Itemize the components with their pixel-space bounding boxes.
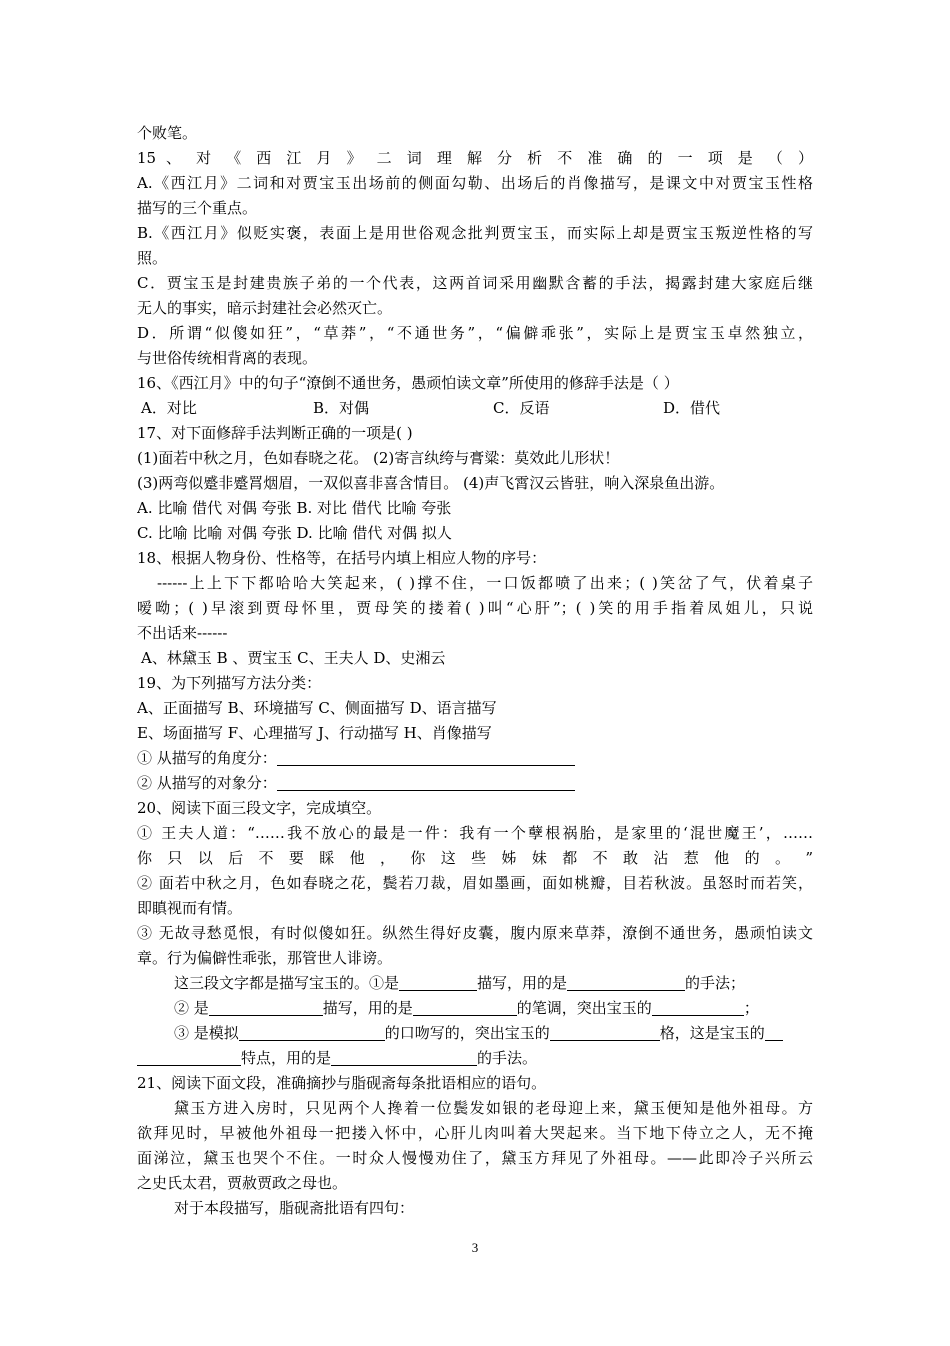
question-16-stem: 16、《西江月》中的句子“潦倒不通世务，愚顽怕读文章”所使用的修辞手法是（ ）: [137, 374, 679, 392]
q15-option-c: C．贾宝玉是封建贵族子弟的一个代表，这两首词采用幽默含蓄的手法，揭露封建大家庭后继: [137, 274, 813, 292]
q16-options: [137, 396, 813, 421]
fill-line-3: [137, 1021, 813, 1046]
text-line: 你 只 以 后 不 要 睬 他 ， 你 这 些 姊 妹 都 不 敢 沾 惹 他 的 。 ”: [137, 849, 813, 867]
q16-option: B．对偶: [313, 399, 370, 417]
text-line: A、正面描写 B、环境描写 C、侧面描写 D、语言描写: [137, 699, 497, 717]
answer-blank[interactable]: [399, 973, 477, 991]
text-label: ② 是: [174, 999, 209, 1017]
q16-option: C．反语: [493, 399, 550, 417]
q19-blank-line: [137, 771, 813, 796]
text-line: 即瞋视而有情。: [137, 899, 243, 917]
text-label: 格，这是宝玉的: [659, 1024, 765, 1042]
text-label: ③ 是模拟: [174, 1024, 239, 1042]
text-line: 个败笔。: [137, 124, 198, 142]
text-line: 照。: [137, 249, 168, 267]
q16-option: A．对比: [141, 399, 197, 417]
text-label: ；: [743, 999, 759, 1017]
answer-blank[interactable]: [567, 973, 685, 991]
answer-blank[interactable]: [277, 748, 575, 766]
text-line: 对于本段描写，脂砚斋批语有四句：: [174, 1199, 415, 1217]
answer-blank[interactable]: [765, 1023, 783, 1041]
q17-options-ab: A. 比喻 借代 对偶 夸张 B. 对比 借代 比喻 夸张: [137, 499, 452, 517]
text-label: 的笔调，突出宝玉的: [516, 999, 652, 1017]
question-20-stem: 20、阅读下面三段文字，完成填空。: [137, 799, 382, 817]
text-line: ② 面若中秋之月，色如春晓之花，鬓若刀裁，眉如墨画，面如桃瓣，目若秋波。虽怒时而若笑，: [137, 874, 813, 892]
question-18-stem: 18、根据人物身份、性格等，在括号内填上相应人物的序号：: [137, 549, 547, 567]
text-line: ③ 无故寻愁觅恨，有时似傻如狂。纵然生得好皮囊，腹内原来草莽，潦倒不通世务，愚顽怕读文: [137, 924, 813, 942]
page-content: [137, 121, 813, 1221]
answer-blank[interactable]: [209, 998, 323, 1016]
text-label: 的手法；: [685, 974, 746, 992]
text-line: 与世俗传统相背离的表现。: [137, 349, 318, 367]
text-label: ② 从描写的对象分：: [137, 774, 277, 792]
text-label: 的口吻写的，突出宝玉的: [384, 1024, 550, 1042]
text-line: ------上上下下都哈哈大笑起来，( )撑不住，一口饭都喷了出来；( )笑岔了气，伏着桌子: [157, 574, 813, 592]
text-line: 描写的三个重点。: [137, 199, 258, 217]
question-15-stem: 15 、 对 《 西 江 月 》 二 词 理 解 分 析 不 准 确 的 一 项 是 （ ）: [137, 149, 813, 167]
text-line: 嗳呦；( )早滚到贾母怀里，贾母笑的搂着( )叫“心肝”；( )笑的用手指着凤姐儿，只说: [137, 599, 813, 617]
answer-blank[interactable]: [331, 1048, 477, 1066]
answer-blank[interactable]: [550, 1023, 660, 1041]
q19-blank-line: [137, 746, 813, 771]
text-line: 不出话来------: [137, 624, 228, 642]
text-line: 章。行为偏僻性乖张，那管世人诽谤。: [137, 949, 393, 967]
fill-line-1: [137, 971, 813, 996]
answer-blank[interactable]: [239, 1023, 385, 1041]
text-line: (3)两弯似蹙非蹙罥烟眉，一双似喜非喜含情目。 (4)声飞霄汉云皆驻，响入深泉鱼出游。: [137, 474, 725, 492]
fill-line-4: [137, 1046, 813, 1071]
text-label: 特点，用的是: [241, 1049, 332, 1067]
answer-blank[interactable]: [277, 773, 575, 791]
text-label: 这三段文字都是描写宝玉的。①是: [174, 974, 400, 992]
q18-options: A、林黛玉 B 、贾宝玉 C、王夫人 D、史湘云: [141, 649, 446, 667]
page-number: 3: [471, 1240, 479, 1255]
answer-blank[interactable]: [413, 998, 517, 1016]
text-line: (1)面若中秋之月，色如春晓之花。 (2)寄言纨绔与膏粱：莫效此儿形状！: [137, 449, 620, 467]
text-line: 欲拜见时，早被他外祖母一把搂入怀中，心肝儿肉叫着大哭起来。当下地下侍立之人，无不掩: [137, 1124, 813, 1142]
answer-blank[interactable]: [652, 998, 744, 1016]
text-line: ① 王夫人道：“……我不放心的最是一件：我有一个孽根祸胎，是家里的‘混世魔王’，……: [137, 824, 813, 842]
text-line: 无人的事实，暗示封建社会必然灭亡。: [137, 299, 393, 317]
text-label: 描写，用的是: [322, 999, 413, 1017]
q17-options-cd: C. 比喻 比喻 对偶 夸张 D. 比喻 借代 对偶 拟人: [137, 524, 452, 542]
q15-option-a: A.《西江月》二词和对贾宝玉出场前的侧面勾勒、出场后的肖像描写，是课文中对贾宝玉性格: [137, 174, 813, 192]
text-line: 之史氏太君，贾赦贾政之母也。: [137, 1174, 348, 1192]
text-label: 描写，用的是: [477, 974, 568, 992]
answer-blank[interactable]: [137, 1048, 241, 1066]
question-21-stem: 21、阅读下面文段，准确摘抄与脂砚斋每条批语相应的语句。: [137, 1074, 547, 1092]
text-label: 的手法。: [477, 1049, 538, 1067]
text-line: 黛玉方进入房时，只见两个人搀着一位鬓发如银的老母迎上来，黛玉便知是他外祖母。方: [174, 1099, 813, 1117]
text-line: 面涕泣，黛玉也哭个不住。一时众人慢慢劝住了，黛玉方拜见了外祖母。——此即冷子兴所云: [137, 1149, 813, 1167]
q15-option-d: D．所谓“似傻如狂”，“草莽”，“不通世务”，“偏僻乖张”，实际上是贾宝玉卓然独立，: [137, 324, 813, 342]
question-19-stem: 19、为下列描写方法分类：: [137, 674, 322, 692]
q15-option-b: B.《西江月》似贬实褒，表面上是用世俗观念批判贾宝玉，而实际上却是贾宝玉叛逆性格的写: [137, 224, 813, 242]
text-line: E、场面描写 F、心理描写 J、行动描写 H、肖像描写: [137, 724, 492, 742]
question-17-stem: 17、对下面修辞手法判断正确的一项是( ): [137, 424, 413, 442]
q16-option: D．借代: [663, 399, 721, 417]
text-label: ① 从描写的角度分：: [137, 749, 277, 767]
fill-line-2: [137, 996, 813, 1021]
